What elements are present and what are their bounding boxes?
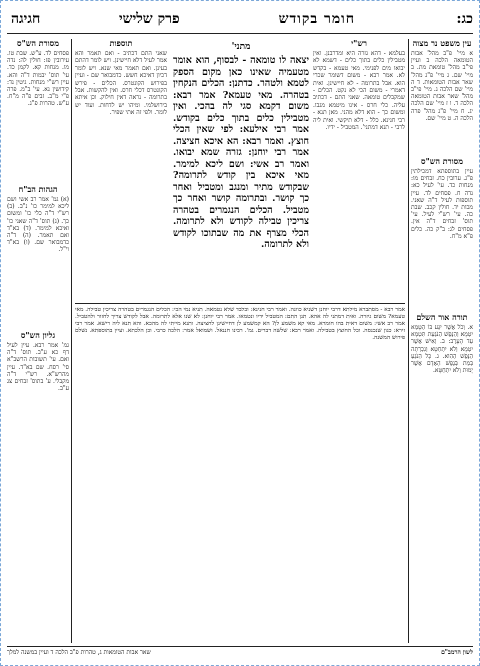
ein-mishpat-label: עין משפט נר מצוה — [412, 39, 472, 48]
torah-or-text: א. וְכֹל אֲשֶׁר יִגַּע בּוֹ הַטָּמֵא יִטְמָא וְהַנֶּפֶשׁ הַנֹּגַעַת תִּטְמָא עַד הָעָרֶב: ב. וְאִישׁ אֲשֶׁר יִטְמָא וְלֹא יִתְחַטָּא וְנִכְרְתָה הַנֶּפֶשׁ הַהִוא. ג. כָּל הַנֹּגֵעַ בְּמֵת בְּנֶפֶשׁ הָאָדָם אֲשֶׁר יָמוּת וְלֹא יִתְחַטָּא. — [411, 324, 473, 375]
rashi-label: רש"י — [351, 39, 367, 48]
left-margin-top — [7, 39, 69, 179]
horizontal-divider — [75, 303, 405, 304]
right-margin-top — [411, 39, 473, 151]
tosafot-label: תוספות — [109, 39, 133, 48]
gilyon-label: גליון הש"ס — [20, 331, 56, 340]
right-margin-mid — [411, 157, 473, 307]
right-divider — [408, 39, 409, 643]
left-margin-bottom — [7, 331, 69, 643]
rashi-text: בעלמא - דהא גזרה היא ומדרבנן. ואין מטבילין כלים בתוך כלים - דשמא לא יבואו מים לפנימי. מאי טעמא - בקדש לא. אמר רבא - משום דשומר שכרי הוא. אבל בתרומה - לא חיישינן. ואית דאמרי - משום הכי לא נקט. הכלים - שמקבלים טומאה. שאני התם - דכתיב עליה. כלי חרס - אינו מיטמא מגבו. ומשום כך - הוא דלא מהני. מאן תנא - רבי חנינא. כלל - דלא תיקשי. ואית ליה לרבי - תנא דמתני'. המטביל - ידיו. — [313, 50, 405, 132]
rashi-column — [313, 39, 405, 299]
lower-commentary — [75, 307, 405, 643]
footer-label: לשון הרמב"ם — [441, 649, 473, 656]
left-margin-mid — [7, 185, 69, 325]
left-mesorat-label: מסורת הש"ס — [17, 39, 59, 48]
left-divider — [71, 39, 72, 643]
hagahot-text: (א) גמ' אמר רב אשי ושם ליכא למימר כו' נ"ב. (ב) רש"י ד"ה כלי כו' ומשום כך. (ג) תוס' ד"ה שאני כו' ואיכא למימר. (ד) בא"ד ואם תאמר. (ה) ד"ה כדמבואר שם. (ו) בא"ד וי"ל. — [7, 196, 69, 254]
gilyon-text: גמ' אמר רבא. עיין לעיל דף כא ע"ב. תוס' ד"ה ואם. עי' תשובות הרשב"א סי' רסח. שם בא"ד. עיין מהרש"א. רש"י ד"ה מקבלי. ע' בתוס' זבחים צג ע"ב. — [7, 342, 69, 393]
left-mesorat-text: פסחים לד. ע"ש. שבת טו. עירובין פז: חולין לה: נדה מו. מנחות קא. לקמן כד. עי' תוס' יבמות ד"ה והא. עיין רש"י מנחות. גיטין נד: קידושין נא. עי' ב"מ. פרה פ"י מ"ב. זבים פ"ה מ"ח. ע"ש. טהרות פ"ג. — [7, 50, 69, 108]
hagahot-label: הגהות הב"ח — [18, 185, 58, 194]
folio-number: כג: — [456, 11, 473, 27]
torah-or-label: תורה אור השלם — [416, 313, 468, 322]
tosafot-column — [75, 39, 167, 299]
footer-reference: שאר אבות הטומאות ג, טהרות פ"ב הלכה ד ועיין במשנה למלך — [7, 649, 151, 656]
page-title: חומר בקודש — [278, 11, 355, 27]
chapter-name: פרק שלישי — [119, 11, 180, 27]
lower-commentary-text: אמר רבא - מסתברא מילתא דרבי יוחנן דשניא כוונה. ואמר רבי חנינא: ובלבד שלא נטמאה. תניא נמי הכי: הכלים הנגמרים בטהרה צריכין טבילה. מאי טעמא? משום גיזרה. ואית דמתני לה אהא. תנן התם: המטביל ידיו ונטמאו. אמר רבי יוחנן: לא שנו אלא לתרומה. אבל לקודש צריך לחזור ולהטביל. אמר רב אשי: משום דאית בהו חומרא. מאי קא משמע לן? הא קמשמע לן דחיישינן לחציצה. ותנא מייתי לה מהכא. והא תנא ליה רישא. אמר רבי זירא: כגון שנכנסה. וכל החוצץ בטבילה. ואמר רבא: שלשה דברים. גמ'. רבינו חננאל. ושמואל אמר: הלכה כרבי. וכן הלכתא. ועיין בתוספתא. נשלם פירוש המשנה. — [75, 307, 405, 341]
main-text-block — [173, 41, 309, 297]
mesorat-hashas-label: מסורת הש"ס — [421, 157, 463, 166]
main-text-label: מתני' — [231, 42, 251, 52]
right-margin-bottom — [411, 313, 473, 643]
main-text: יצאה לו טומאה - לבסוף, הוא אומר מטעמיה שאינו כאן מקום הספק לטמא ולטהר. כדתנן: הכלים הנקחין בטהרה. מאי טעמא? אמר רבא: משום דקמא סגי לה בהכי. ואין מטבילין כלים בתוך כלים בקודש. אמר רבי אילעא: לפי שאין הכלי חוצץ. ואמר רבא: הא איכא חציצה. אמר רבי יוחנן: גזרה שמא יבואו. ואמר רב אשי: ושם ליכא למימר. מאי איכא בין קודש לתרומה? שבקודש מתיר ומנגב ומטביל ואחר כך קושר. ובתרומה קושר ואחר כך מטביל. הכלים הנגמרים בטהרה צריכין טבילה לקודש ולא לתרומה. הכלי מצרף את מה שבתוכו לקודש ולא לתרומה. — [173, 55, 309, 250]
tosafot-text: שאני התם דכתיב - ואם תאמר והא אמר לעיל דלא חיישינן. ויש לומר דהתם בעינן. ואם תאמר מאי שנא. ויש לומר דכיון דאיכא חשש. כדמבואר שם - ועיין בפירוש הקונטרס. הכלים - פירש הקונטרס דכלי חרס. ואין להקשות. אבל בתרומה - נראה דאין חילוק. וכן איתא בירושלמי. ומיהו יש לדחות. ועוד יש לומר. ולפי זה אתי שפיר. — [75, 50, 167, 117]
mesorat-hashas-text: עיין בתוספתא דמכילתין פ"ג. ערובין כח. זבחים מו: מנחות כד. עי' לעיל כא: נדה ח. פסחים לד. עיין תוספות לעיל ד"ה שאני. מכות יד. חולין קכב. שבת כה. עי' רש"י לעיל. עי' תוס' זבחים ד"ה אין. פסחים לג: ב"ק כה. כלים פ"א מ"ח. — [411, 168, 473, 240]
page-footer — [7, 646, 473, 659]
page-header — [7, 7, 473, 34]
tractate-name: חגיגה — [11, 11, 41, 27]
ein-mishpat-text: א מיי' פ"ב מהל' אבות הטומאה הלכה ב ועיין פי"ב מהל' טומאת מת. ב מיי' שם. ג מיי' פ"ג מהל' שאר אבות הטומאות. ד ה מיי' שם הלכה ג. מיי' פי"ב מהל' שאר אבות הטומאה הלכה ד. ו ז מיי' שם הלכה יג. ח מיי' פ"ג מהל' פרה הלכה ה. ט מיי' שם. — [411, 50, 473, 122]
